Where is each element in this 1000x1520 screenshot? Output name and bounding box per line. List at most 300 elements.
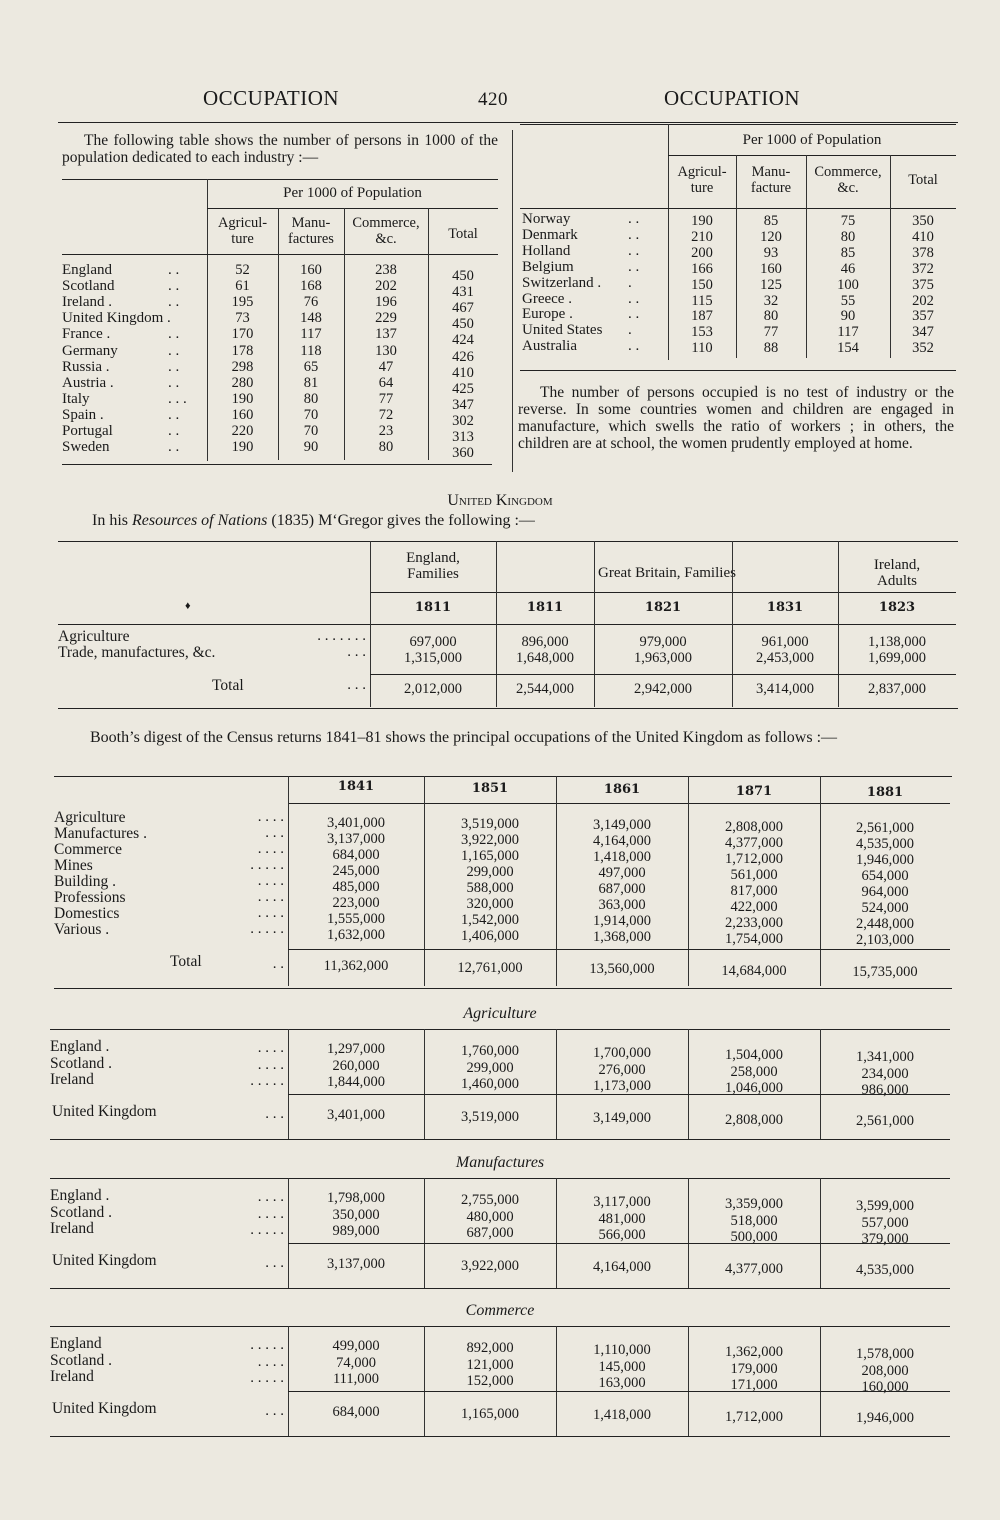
table2-cell: 90 [840,308,856,325]
booth-cell: 524,000 [861,899,909,916]
booth-cell: 1,914,000 [593,913,651,930]
table2-col-rule [890,208,891,358]
section-cell: 160,000 [861,1379,909,1395]
table1-cell: 220 [231,423,254,439]
uk-group-great-britain: Great Britain, Families [598,565,736,581]
table1-cell: 117 [300,326,322,343]
uk-heading: United Kingdom [447,492,553,509]
booth-row-label: Mines [54,857,93,874]
booth-cell: 588,000 [466,880,514,897]
section-cell: 1,700,000 [593,1045,651,1061]
table2-leader-dots: . . [628,226,640,243]
booth-cell: 1,946,000 [856,851,914,868]
table2-cell: 80 [763,308,779,325]
table2-country: Switzerland . [522,274,602,291]
booth-leader-dots: . . . . [257,809,284,825]
section-cell: 557,000 [861,1214,909,1231]
table2-bottom-rule [520,370,956,371]
booth-row-label: Domestics [54,905,120,922]
uk-cell: 1,315,000 [404,650,462,666]
table2-leader-dots: . . [628,290,640,307]
table1-cell: 76 [303,294,319,311]
table2-cell: 372 [912,260,934,277]
section-cell: 121,000 [466,1356,514,1373]
uk-mark: ♦ [185,600,191,612]
section-cell: 276,000 [598,1061,646,1078]
table1-top-rule [62,179,498,180]
table1-bottom-rule [62,464,492,465]
section-cell: 299,000 [466,1059,514,1076]
uk-total-cell: 2,544,000 [516,681,574,697]
section-title: Commerce [465,1302,535,1319]
section-total-rule [288,1243,950,1244]
uk-group-ireland: Ireland, Adults [873,557,921,589]
section-cell: 1,046,000 [725,1080,783,1096]
booth-leader-dots: . . . . [257,889,284,905]
section-total-cell: 2,561,000 [856,1113,914,1129]
section-total-dots: . . . [265,1403,284,1419]
table1-cell: 170 [231,326,254,343]
section-total-cell: 4,535,000 [856,1262,914,1278]
booth-cell: 320,000 [466,896,514,913]
uk-cell: 1,699,000 [868,650,926,666]
table1-cell: 70 [303,423,319,439]
table1-cell: 65 [303,358,319,375]
section-cell: 145,000 [598,1358,646,1375]
section-row-label: Ireland [50,1220,94,1237]
booth-cell: 1,418,000 [593,849,651,866]
table2-leader-dots: . . [628,258,640,275]
booth-row-label: Manufactures . [54,825,147,842]
section-leader-dots: . . . . [257,1353,284,1370]
table2-cell: 77 [763,324,779,341]
uk-cell: 961,000 [761,634,809,650]
booth-cell: 687,000 [598,881,646,898]
table1-leader-dots: . . [168,423,180,439]
table2-cell: 347 [912,324,934,341]
section-cell: 1,504,000 [725,1047,783,1063]
section-cell: 3,117,000 [593,1194,651,1210]
table1-leader-dots: . . . [168,390,187,407]
section-cell: 111,000 [332,1371,380,1387]
table1-cell: 424 [452,332,474,349]
table2-cell: 410 [912,228,934,245]
uk-intro-pre: In his [92,512,132,529]
table2-cell: 100 [837,276,859,293]
booth-total-cell: 14,684,000 [721,962,787,979]
booth-cell: 485,000 [332,879,380,895]
booth-cell: 684,000 [332,847,380,863]
booth-cell: 1,368,000 [593,929,651,946]
booth-row-label: Agriculture [54,809,126,826]
table1-col-header: Total [448,226,478,242]
booth-leader-dots: . . . . [257,905,284,921]
table1-col-header: Commerce, &c. [352,215,420,247]
uk-head-rule [58,624,956,625]
table1-country: Scotland [62,278,115,295]
uk-year: 1811 [526,600,564,615]
table1-cell: 190 [231,390,254,407]
table2-country: Holland [522,242,571,259]
booth-total-cell: 12,761,000 [457,959,523,976]
section-cell: 3,359,000 [725,1196,783,1212]
table1-group-rule [207,208,498,209]
section-total-cell: 3,149,000 [593,1110,651,1126]
table2-cell: 80 [840,228,856,245]
table2-cell: 210 [691,228,713,245]
table1-cell: 426 [452,348,474,365]
section-cell: 480,000 [466,1208,514,1225]
booth-total-cell: 13,560,000 [589,961,655,977]
uk-year: 1831 [766,600,804,615]
table2-col-rule [806,208,807,358]
section-cell: 350,000 [332,1206,380,1223]
booth-row-label: Commerce [54,841,123,858]
table1-cell: 202 [375,278,397,295]
table2-cell: 93 [763,244,779,261]
section-cell: 74,000 [336,1354,376,1371]
table2-country: United States [522,322,603,339]
booth-year: 1881 [866,785,904,800]
table1-cell: 160 [300,262,322,278]
section-cell: 3,599,000 [856,1198,914,1214]
section-bottom-rule [50,1288,950,1289]
table2-group-rule [668,155,956,156]
section-total-cell: 1,418,000 [593,1407,651,1423]
section-total-cell: 2,808,000 [725,1111,783,1128]
table1-cell: 90 [303,439,319,456]
booth-leader-dots: . . . . [257,873,284,889]
section-cell: 1,760,000 [461,1043,519,1059]
uk-cell: 896,000 [521,634,569,650]
table2-cell: 55 [840,292,856,309]
table2-cell: 187 [691,308,713,325]
booth-cell: 4,377,000 [725,834,783,851]
table1-cell: 229 [375,310,397,327]
booth-cell: 363,000 [598,897,646,914]
booth-year: 1851 [471,780,509,796]
section-title: Agriculture [463,1005,537,1022]
table2-cell: 117 [837,324,859,341]
section-leader-dots: . . . . [257,1205,284,1222]
table2-cell: 115 [691,292,713,309]
table2-cell: 150 [691,276,713,293]
table1-cell: 81 [303,374,319,391]
table2-country: Europe . [522,306,573,323]
table1-country: United Kingdom . [62,310,171,327]
section-leader-dots: . . . . [257,1040,284,1056]
uk-intro-title: Resources of Nations [132,512,268,529]
section-cell: 152,000 [466,1373,514,1389]
running-header-right: OCCUPATION [664,86,801,110]
booth-total-cell: 15,735,000 [852,964,918,980]
table2-cell: 352 [912,340,934,357]
uk-year: 1811 [414,600,452,615]
section-row-label: Ireland [50,1368,94,1385]
table1-cell: 178 [231,342,254,359]
section-cell: 499,000 [332,1338,380,1354]
section-total-cell: 1,712,000 [725,1408,783,1425]
booth-cell: 1,406,000 [461,928,519,945]
table1-cell: 148 [300,310,322,327]
section-total-cell: 4,164,000 [593,1259,651,1275]
booth-intro: Booth’s digest of the Census returns 1841–81 shows the principal occupations of the United Kingdom as follows :— [90,729,838,746]
table2-col-rule [736,155,737,208]
table1-country: Ireland . [62,294,112,311]
table2-leader-dots: . . [628,338,640,355]
section-cell: 179,000 [730,1360,778,1377]
uk-row-label: Trade, manufactures, &c. [58,644,216,661]
table1-leader-dots: . . [168,278,180,295]
table2-country: Australia [522,338,577,355]
booth-year: 1861 [603,782,641,797]
booth-cell: 422,000 [730,898,778,915]
section-cell: 986,000 [861,1082,909,1098]
table1-group-header: Per 1000 of Population [283,185,422,201]
section-cell: 171,000 [730,1377,778,1393]
table1-cell: 431 [452,284,474,301]
uk-total-dots: . . . [347,677,366,693]
booth-cell: 2,561,000 [856,819,914,836]
table2-cell: 46 [840,260,856,277]
booth-total-cell: 11,362,000 [323,958,389,974]
table1-intro: The following table shows the number of persons in 1000 of the population dedicated to each industry :— [62,132,498,166]
section-cell: 1,341,000 [856,1049,914,1065]
uk-cell: 1,138,000 [868,634,926,650]
uk-row-label: Agriculture [58,628,130,645]
table1-cell: 80 [303,390,319,407]
table1-cell: 130 [375,342,397,359]
booth-cell: 1,165,000 [461,848,519,865]
uk-cell: 697,000 [409,634,457,650]
booth-year: 1841 [337,779,375,794]
section-cell: 1,173,000 [593,1078,651,1094]
booth-cell: 964,000 [861,883,909,900]
booth-cell: 4,535,000 [856,835,914,852]
uk-total-rule [370,674,956,675]
booth-cell: 3,149,000 [593,817,651,834]
section-cell: 1,110,000 [593,1342,651,1358]
uk-total-cell: 2,012,000 [404,681,462,697]
table1-country: Russia . [62,358,110,375]
uk-cell: 2,453,000 [756,650,814,666]
booth-cell: 817,000 [730,882,778,899]
table1-leader-dots: . . [168,439,180,456]
table1-leader-dots: . . [168,342,180,359]
booth-leader-dots: . . . [265,825,284,841]
booth-cell: 3,401,000 [327,815,385,831]
booth-cell: 4,164,000 [593,833,651,850]
table2-cell: 190 [691,213,713,229]
section-leader-dots: . . . . . [250,1370,284,1386]
section-cell: 481,000 [598,1210,646,1227]
section-cell: 500,000 [730,1229,778,1245]
column-divider [512,130,513,472]
table2-group-header: Per 1000 of Population [742,132,882,148]
running-header-left: OCCUPATION [203,86,340,110]
section-cell: 1,297,000 [327,1041,385,1057]
section-total-rule [288,1391,950,1392]
uk-cell: 1,963,000 [634,650,692,666]
booth-total-label: Total [170,953,202,970]
table2-cell: 153 [691,324,713,341]
section-cell: 163,000 [598,1375,646,1391]
booth-cell: 3,922,000 [461,832,519,849]
section-cell: 1,578,000 [856,1346,914,1362]
section-bottom-rule [50,1139,950,1140]
section-cell: 258,000 [730,1063,778,1080]
uk-total-cell: 3,414,000 [756,681,814,697]
section-top-rule [50,1029,950,1030]
booth-cell: 3,519,000 [461,816,519,833]
uk-cell: 979,000 [639,634,687,650]
table2-cell: 166 [691,260,713,277]
table2-leader-dots: . . [628,306,640,323]
uk-top-rule [58,541,958,542]
booth-cell: 1,754,000 [725,930,783,947]
table1-cell: 23 [378,423,394,439]
table1-cell: 168 [300,278,322,295]
table1-leader-dots: . . [168,326,180,343]
section-cell: 1,460,000 [461,1076,519,1092]
booth-head-rule [288,803,950,804]
table1-cell: 137 [375,326,397,343]
booth-top-rule [54,776,952,777]
table1-col-rule [344,254,345,460]
booth-total-rule [288,949,950,950]
table1-cell: 298 [231,358,254,375]
table2-cell: 32 [763,292,779,309]
section-cell: 989,000 [332,1223,380,1239]
section-cell: 1,844,000 [327,1074,385,1090]
booth-bottom-rule [54,988,952,989]
table1-country: Italy [62,390,90,407]
table2-cell: 200 [691,244,713,261]
table2-cell: 154 [837,340,859,357]
uk-year: 1821 [644,600,682,615]
table1-col-header: Manu- factures [288,215,334,247]
table1-leader-dots: . . [168,294,180,311]
uk-total-cell: 2,837,000 [868,681,926,697]
booth-cell: 299,000 [466,864,514,881]
section-leader-dots: . . . . . [250,1073,284,1089]
booth-cell: 1,555,000 [327,911,385,927]
section-bottom-rule [50,1436,950,1437]
table2-cell: 160 [760,260,782,277]
table1-cell: 160 [231,406,254,423]
booth-cell: 2,448,000 [856,915,914,932]
table1-country: England [62,262,112,278]
section-total-cell: 3,922,000 [461,1257,519,1274]
table2-cell: 202 [912,292,934,309]
table1-cell: 72 [378,406,394,423]
booth-leader-dots: . . . . . [250,857,284,873]
section-row-label: Ireland [50,1071,94,1088]
section-row-label: Scotland . [50,1203,112,1221]
section-total-dots: . . . [265,1255,284,1271]
page-number: 420 [478,89,508,110]
section-total-label: United Kingdom [52,1400,157,1417]
table1-country: Austria . [62,374,114,391]
table2-cell: 375 [912,276,934,293]
uk-total-label: Total [212,677,244,694]
table1-cell: 196 [375,294,397,311]
table2-country: Belgium [522,258,574,275]
table2-cell: 350 [912,213,934,229]
table1-cell: 410 [452,364,474,381]
section-total-rule [288,1094,950,1095]
booth-cell: 2,808,000 [725,818,783,835]
section-cell: 518,000 [730,1212,778,1229]
uk-intro [92,512,535,530]
section-leader-dots: . . . . . [250,1337,284,1353]
uk-intro-post: (1835) M‘Gregor gives the following :— [267,512,535,529]
section-cell: 892,000 [466,1340,514,1356]
section-total-cell: 3,401,000 [327,1107,385,1123]
table2-col-header: Manu- facture [750,164,792,196]
section-top-rule [50,1326,950,1327]
table2-cell: 378 [912,244,934,261]
table1-cell: 450 [452,316,474,333]
section-leader-dots: . . . . . [250,1222,284,1238]
table1-col-rule [428,254,429,460]
booth-row-label: Various . [54,921,110,938]
booth-year: 1871 [735,783,773,799]
table2-leader-dots: . [628,322,632,339]
table2-country: Denmark [522,226,578,243]
table2-cell: 110 [691,340,713,357]
table1-country: France . [62,326,111,343]
section-cell: 2,755,000 [461,1192,519,1208]
section-row-label: Scotland . [50,1054,112,1072]
table1-col-header: Agricul- ture [217,215,268,247]
table1-country: Portugal [62,423,113,439]
booth-cell: 223,000 [332,895,380,911]
section-cell: 566,000 [598,1227,646,1243]
section-cell: 234,000 [861,1065,909,1082]
table2-col-rule [806,155,807,208]
uk-leader-dots: . . . . . . . [317,628,366,644]
booth-cell: 1,712,000 [725,850,783,867]
table1-country: Germany [62,342,118,359]
uk-cell: 1,648,000 [516,650,574,666]
uk-total-cell: 2,942,000 [634,681,692,697]
table1-cell: 302 [452,412,474,429]
table1-leader-dots: . . [168,406,180,423]
table1-country: Sweden [62,439,110,456]
booth-row-label: Building . [54,873,117,890]
table2-note: The number of persons occupied is no test of industry or the reverse. In some countries women and children are engaged in manufacture, which swells the ratio of workers ; in others, the children are at school, the women prudently employed at home. [518,384,954,452]
table2-cell: 75 [840,213,856,229]
section-total-cell: 1,165,000 [461,1405,519,1422]
table1-leader-dots: . . [168,262,180,278]
table1-cell: 77 [378,390,394,407]
table2-country: Greece . [522,290,572,307]
table1-cell: 64 [378,374,394,391]
header-rule [58,122,958,123]
section-total-label: United Kingdom [52,1103,157,1120]
section-leader-dots: . . . . [257,1056,284,1073]
table2-top-rule [520,124,956,125]
table2-leader-dots: . . [628,242,640,259]
table2-leader-dots: . . [628,211,640,227]
table1-cell: 313 [452,429,474,445]
table1-col-rule [278,254,279,460]
section-cell: 687,000 [466,1225,514,1241]
section-row-label: England [50,1335,102,1352]
table1-cell: 347 [452,396,474,413]
table1-cell: 52 [235,262,250,278]
